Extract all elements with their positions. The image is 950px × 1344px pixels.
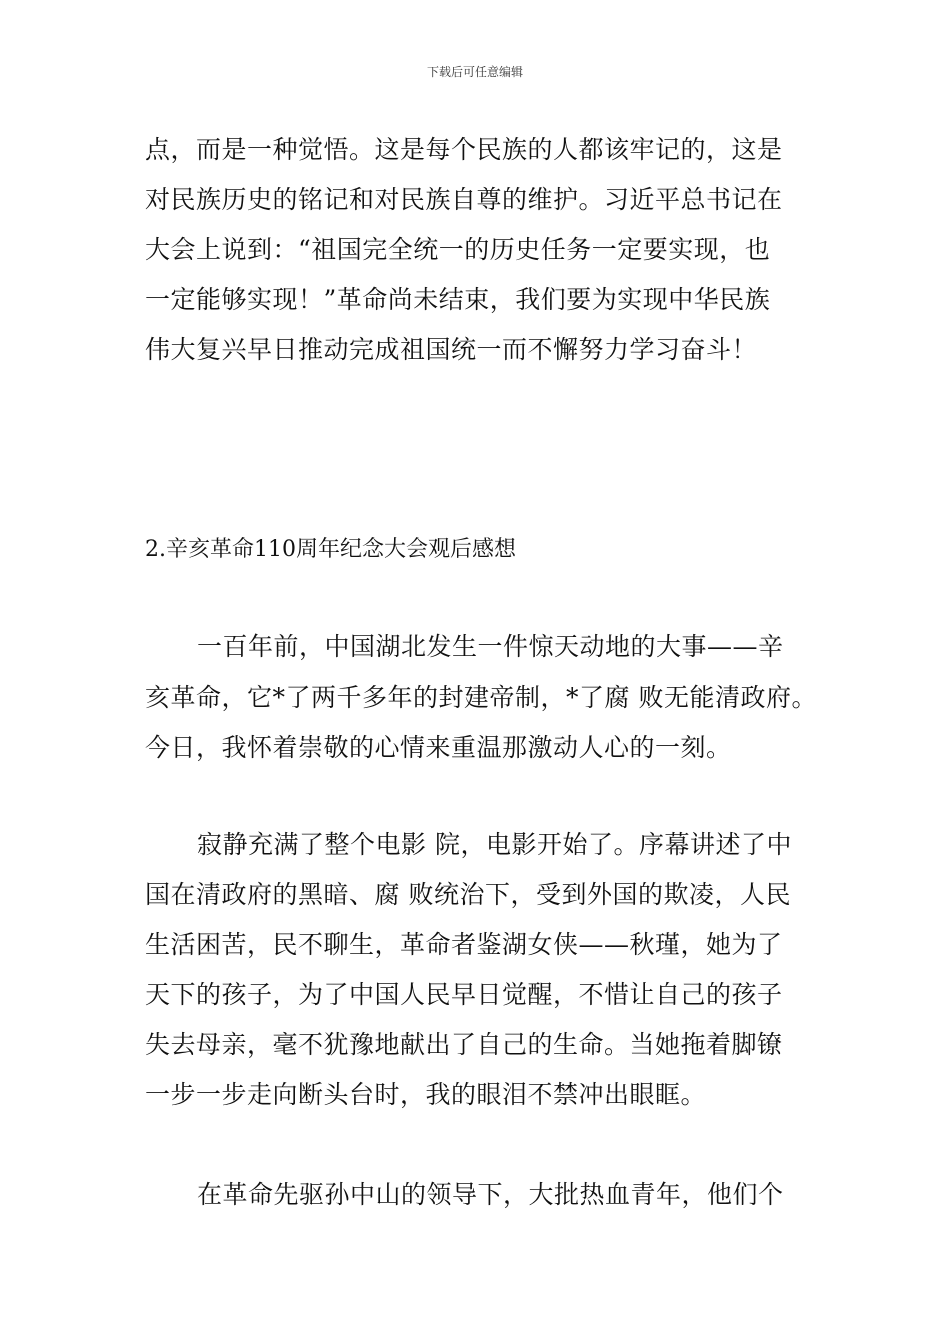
- paragraph-3-line-5: 失去母亲，毫不犹豫地献出了自己的生命。当她拖着脚镣: [145, 1030, 783, 1059]
- paragraph-3-line-3: 生活困苦，民不聊生，革命者鉴湖女侠——秋瑾，她为了: [145, 930, 783, 959]
- paragraph-1-line-1: 点，而是一种觉悟。这是每个民族的人都该牢记的，这是: [145, 135, 783, 164]
- paragraph-1-line-4: 一定能够实现！”革命尚未结束，我们要为实现中华民族: [145, 285, 771, 314]
- paragraph-2-line-3: 今日，我怀着崇敬的心情来重温那激动人心的一刻。: [145, 733, 732, 762]
- paragraph-1-line-5: 伟大复兴早日推动完成祖国统一而不懈努力学习奋斗！: [145, 335, 758, 364]
- paragraph-3-line-4: 天下的孩子，为了中国人民早日觉醒，不惜让自己的孩子: [145, 980, 783, 1009]
- section-heading: 2.辛亥革命110周年纪念大会观后感想: [145, 537, 516, 562]
- paragraph-2-line-1: 一百年前，中国湖北发生一件惊天动地的大事——辛: [197, 632, 784, 661]
- paragraph-3-line-2: 国在清政府的黑暗、腐 败统治下，受到外国的欺凌，人民: [145, 880, 791, 909]
- paragraph-1-line-3: 大会上说到：“祖国完全统一的历史任务一定要实现，也: [145, 235, 771, 264]
- paragraph-1-line-2: 对民族历史的铭记和对民族自尊的维护。习近平总书记在: [145, 185, 783, 214]
- paragraph-3-line-1: 寂静充满了整个电影 院，电影开始了。序幕讲述了中: [197, 830, 792, 859]
- page-header: 下载后可任意编辑: [426, 65, 523, 79]
- paragraph-2-line-2: 亥革命，它*了两千多年的封建帝制，*了腐 败无能清政府。: [145, 683, 817, 712]
- paragraph-3-line-6: 一步一步走向断头台时，我的眼泪不禁冲出眼眶。: [145, 1080, 707, 1109]
- paragraph-4-line-1: 在革命先驱孙中山的领导下，大批热血青年，他们个: [197, 1180, 784, 1209]
